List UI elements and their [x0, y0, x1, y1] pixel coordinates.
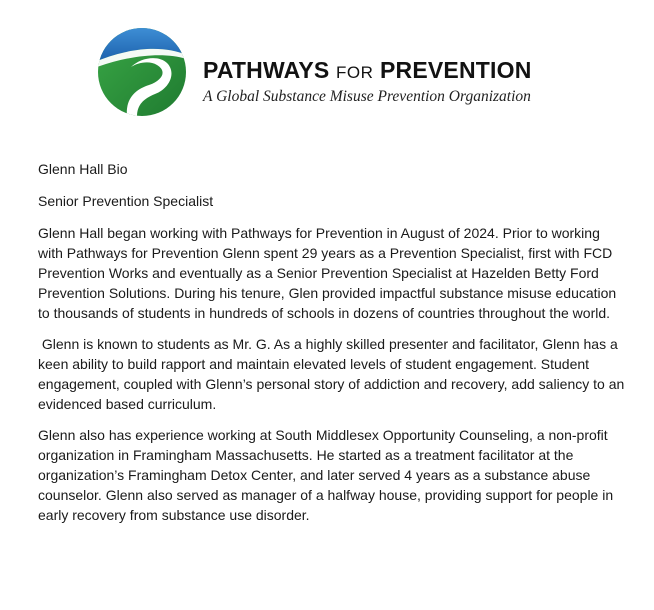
bio-paragraph-3: Glenn also has experience working at South Middlesex Opportunity Counseling, a non-profit organization in Framingham Massachusetts. He started as a treatment facilitator at the organization’s Framingham Detox Center, and later served 4 years as a substance abuse counselor. Glenn also served as manager of a halfway house, providing support for people in early recovery from substance use disorder. — [38, 427, 618, 523]
bio-paragraph-2: Glenn is known to students as Mr. G. As a highly skilled presenter and facilitator, Glenn has a keen ability to build rapport and maintain elevated levels of student engagement. Student engagement, coupled with Glenn’s personal story of addiction and recovery, add saliency to an evidenced based curriculum. — [38, 336, 629, 412]
letterhead — [0, 0, 654, 130]
brand-word-pathways: PATHWAYS — [203, 57, 330, 83]
brand-block — [203, 57, 532, 106]
brand-tagline: A Global Substance Misuse Prevention Organization — [203, 88, 531, 105]
bio-document — [38, 159, 628, 536]
brand-word-for: FOR — [336, 63, 374, 82]
bio-subtitle: Senior Prevention Specialist — [38, 193, 214, 209]
bio-title: Glenn Hall Bio — [38, 161, 128, 177]
brand-word-prevention: PREVENTION — [380, 57, 532, 83]
brand-name — [203, 57, 532, 86]
bio-paragraph-1: Glenn Hall began working with Pathways for Prevention in August of 2024. Prior to working with Pathways for Prevention Glenn spent 29 years as a Prevention Specialist, first with FCD Prevention Works and eventually as a Senior Prevention Specialist at Hazelden Betty Ford Prevention Solutions. During his tenure, Glen provided impactful substance misuse education to thousands of students in hundreds of schools in dozens of countries throughout the world. — [38, 225, 621, 321]
pathways-logo-icon — [97, 27, 187, 117]
